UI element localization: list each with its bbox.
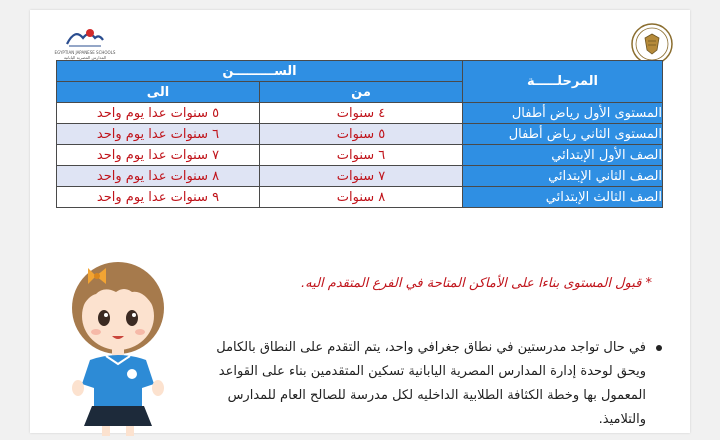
to-age-cell: ٥ سنوات عدا يوم واحد [57,103,260,124]
to-age-cell: ٩ سنوات عدا يوم واحد [57,187,260,208]
table-row [57,103,663,124]
cartoon-girl-illustration [66,256,170,440]
table-row [57,124,663,145]
from-column-header: من [260,82,463,103]
bullet-paragraph-text: في حال تواجد مدرستين في نطاق جغرافي واحد، يتم التقدم على النطاق بالكامل ويحق لوحدة إدارة المدارس المصرية اليابانية تسكين المتقدمين بناء على القواعد المعمول بها وخطة الكثافة الطلابية الداخليه لكل مدرسة للصالح العام للمدارس والتلاميذ. [216,340,646,427]
to-age-cell: ٨ سنوات عدا يوم واحد [57,166,260,187]
bullet-icon [656,345,662,351]
stage-cell: الصف الأول الإبتدائي [463,145,663,166]
age-column-header: الســـــــــن [57,61,463,82]
stage-cell: الصف الثالث الإبتدائي [463,187,663,208]
from-age-cell: ٨ سنوات [260,187,463,208]
to-column-header: الى [57,82,260,103]
stage-cell: المستوى الثاني رياض أطفال [463,124,663,145]
document-page [30,10,690,433]
from-age-cell: ٧ سنوات [260,166,463,187]
age-requirements-table [56,60,663,208]
from-age-cell: ٦ سنوات [260,145,463,166]
logo-text-en: EGYPTIAN JAPANESE SCHOOLS [54,50,116,55]
table-row [57,145,663,166]
logo-text-ar: المدارس المصرية اليابانية [63,55,107,60]
stage-cell: الصف الثاني الإبتدائي [463,166,663,187]
stage-cell: المستوى الأول رياض أطفال [463,103,663,124]
table-row [57,187,663,208]
to-age-cell: ٧ سنوات عدا يوم واحد [57,145,260,166]
from-age-cell: ٥ سنوات [260,124,463,145]
bullet-paragraph [206,336,646,432]
admission-note: * قبول المستوى بناءا على الأماكن المتاحة في الفرع المتقدم اليه. [301,276,652,291]
table-row [57,166,663,187]
to-age-cell: ٦ سنوات عدا يوم واحد [57,124,260,145]
logo-mark-icon [63,24,107,50]
stage-column-header: المرحلـــــة [463,61,663,103]
from-age-cell: ٤ سنوات [260,103,463,124]
